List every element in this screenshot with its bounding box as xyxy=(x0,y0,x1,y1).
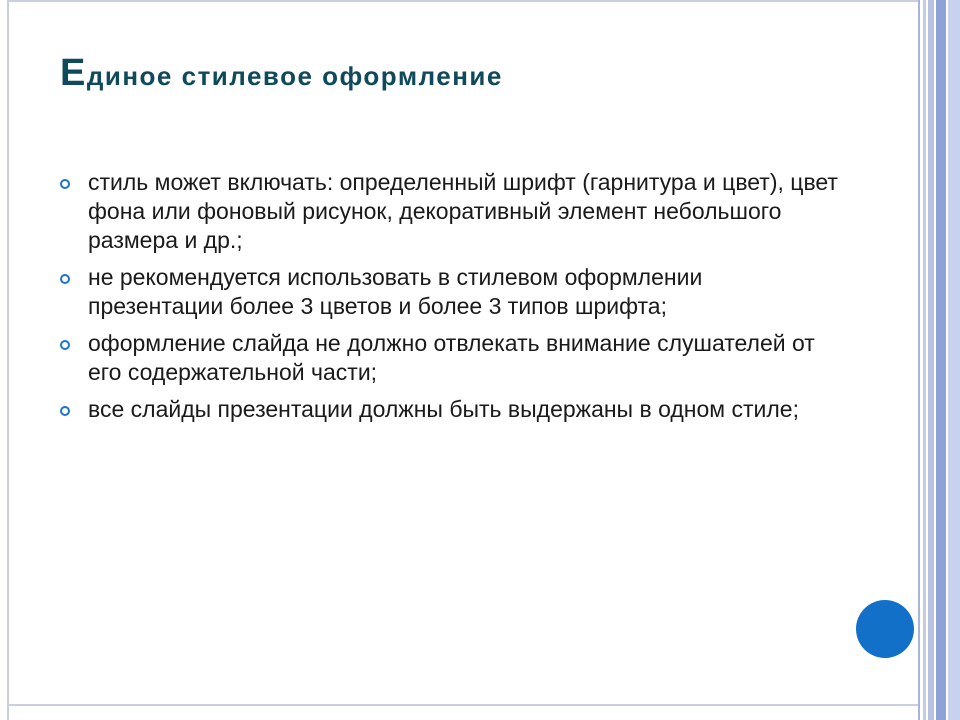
decorative-stripe xyxy=(928,0,934,720)
title-rest: диное стилевое оформление xyxy=(86,61,503,91)
bullet-circle-icon xyxy=(60,340,70,350)
bullet-item xyxy=(60,168,840,255)
decorative-stripe xyxy=(948,0,960,720)
slide-title xyxy=(60,52,900,95)
frame-top-line xyxy=(7,0,919,2)
bullet-item xyxy=(60,263,840,321)
bullet-text: стиль может включать: определенный шрифт (гарнитура и цвет), цвет фона или фоновый рисунок, декоративный элемент небольшого размера и др.; xyxy=(88,169,838,253)
bullet-circle-icon xyxy=(60,406,70,416)
decorative-stripe xyxy=(923,0,926,720)
bullet-circle-icon xyxy=(60,274,70,284)
frame-right-line xyxy=(918,0,920,720)
frame-bottom-line xyxy=(7,704,919,706)
bullet-item xyxy=(60,329,840,387)
title-first-letter: Е xyxy=(60,52,87,94)
bullet-circle-icon xyxy=(60,179,70,189)
decorative-circle-icon xyxy=(856,600,914,658)
bullet-text: все слайды презентации должны быть выдержаны в одном стиле; xyxy=(88,396,799,422)
bullet-text: оформление слайда не должно отвлекать внимание слушателей от его содержательной части; xyxy=(88,330,815,385)
bullet-item xyxy=(60,395,840,424)
bullet-list xyxy=(60,168,840,432)
bullet-text: не рекомендуется использовать в стилевом оформлении презентации более 3 цветов и более 3 типов шрифта; xyxy=(88,264,703,319)
decorative-stripe xyxy=(936,0,946,720)
frame-left-line xyxy=(7,0,9,720)
